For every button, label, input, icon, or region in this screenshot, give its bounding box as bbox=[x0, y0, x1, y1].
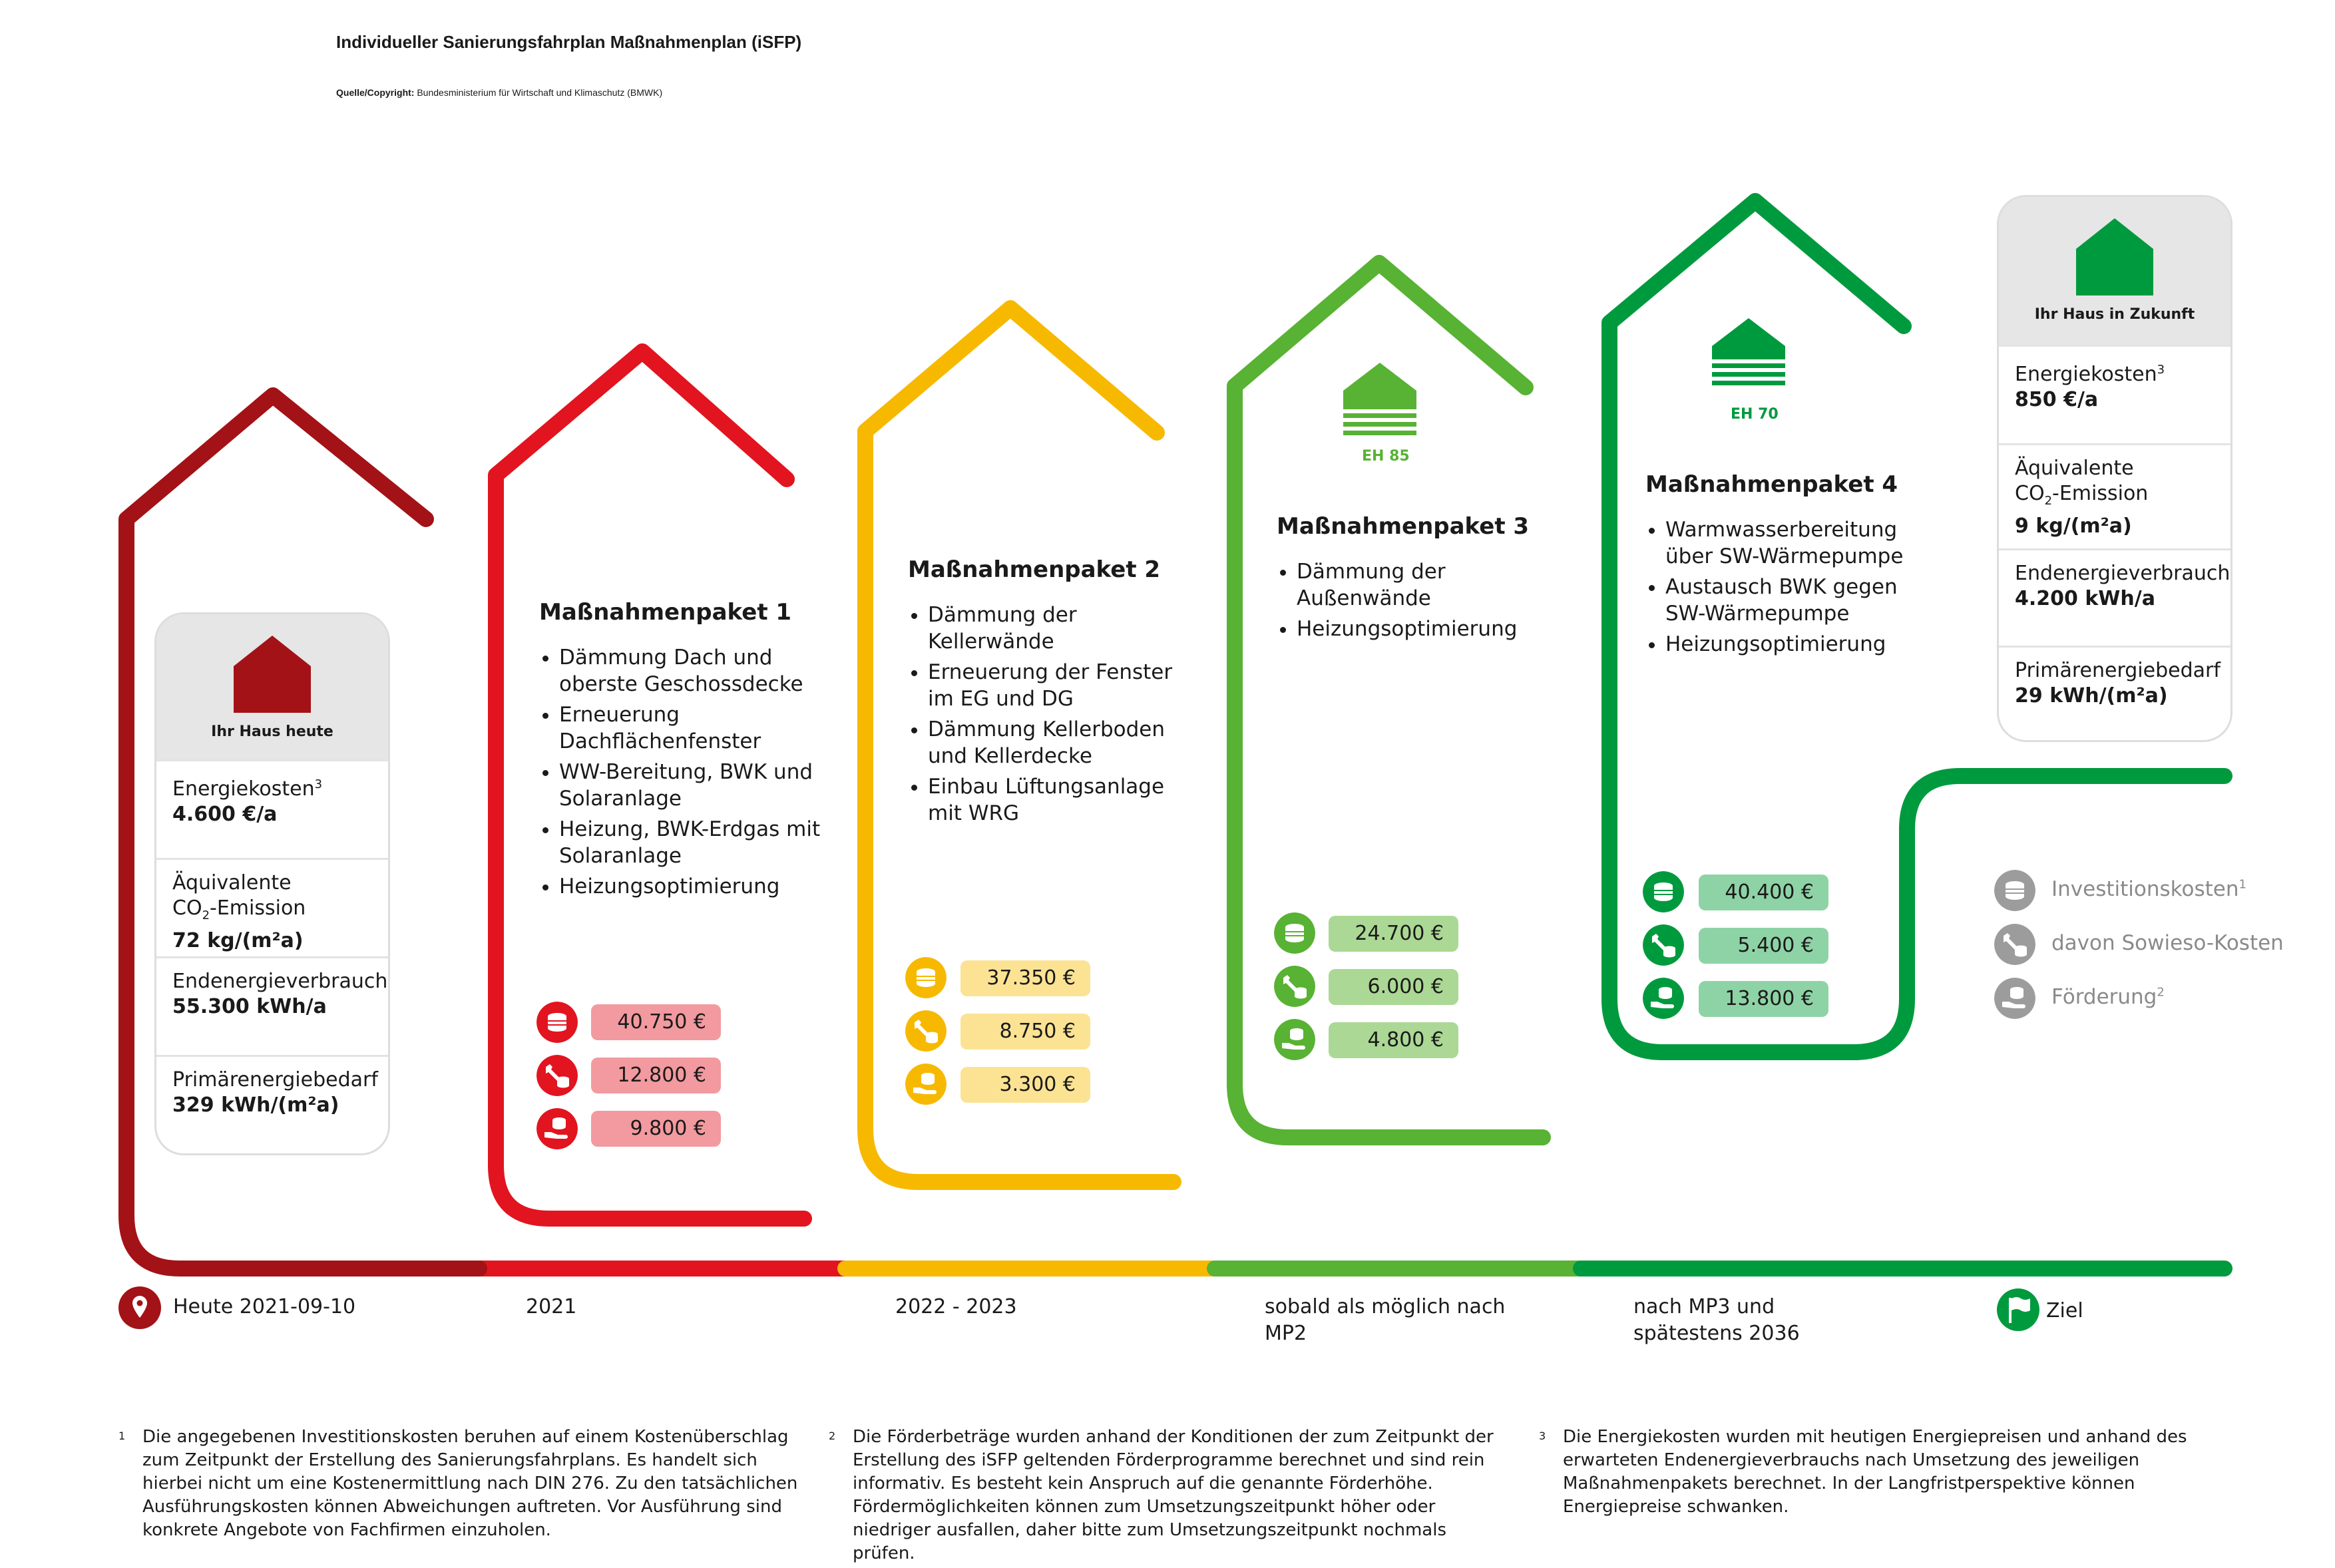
today-energy-cost: Energiekosten$^3$ 4.600 €/a bbox=[156, 759, 388, 858]
timeline-step4: nach MP3 und spätestens 2036 bbox=[1633, 1295, 1800, 1345]
today-final-energy: Endenergieverbrauch 55.300 kWh/a bbox=[156, 956, 388, 1055]
timeline-step2: 2022 - 2023 bbox=[895, 1295, 1017, 1318]
legend-wrench-coins-icon bbox=[1994, 924, 2035, 965]
list-item: • Dämmung Dach und oberste Geschossdecke bbox=[559, 644, 845, 697]
package2-investment: 37.350 € bbox=[960, 960, 1090, 996]
timeline-step3: sobald als möglich nach MP2 bbox=[1265, 1295, 1506, 1345]
package2-sowieso: 8.750 € bbox=[960, 1014, 1090, 1050]
list-item: • Einbau Lüftungsanlage mit WRG bbox=[928, 773, 1194, 827]
wrench-coins-icon bbox=[1643, 924, 1684, 966]
footnote-2: 2 Die Förderbeträge wurden anhand der Konditionen der zum Zeitpunkt der Erstellung des iSFP geltenden Förderprogramme berechnet und sind rein informativ. Es besteht kein Anspruch auf die genannte Förderhöhe. Fördermöglichkeiten können zum Umsetzungszeitpunkt höher oder niedriger ausfallen, daher bitte zum Umsetzungszeitpunkt nochmals prüfen. bbox=[829, 1427, 1494, 1563]
timeline-goal: Ziel bbox=[2046, 1299, 2083, 1322]
list-item: • Austausch BWK gegen SW-Wärmepumpe bbox=[1665, 574, 1932, 627]
list-item: • Erneuerung Dachflächenfenster bbox=[559, 701, 845, 755]
list-item: • Dämmung Kellerboden und Kellerdecke bbox=[928, 716, 1194, 769]
efficiency-house-icon bbox=[1712, 318, 1785, 391]
today-house-card bbox=[154, 612, 390, 1155]
list-item: • Warmwasserbereitung über SW-Wärmepumpe bbox=[1665, 516, 1932, 570]
package3-sowieso: 6.000 € bbox=[1329, 969, 1458, 1005]
future-card-caption: Ihr Haus in Zukunft bbox=[2034, 306, 2195, 323]
list-item: • Dämmung der Außenwände bbox=[1297, 558, 1536, 612]
timeline-step1: 2021 bbox=[526, 1295, 577, 1318]
legend-investment: Investitionskosten$^1$ bbox=[2051, 877, 2246, 901]
list-item: • WW-Bereitung, BWK und Solaranlage bbox=[559, 759, 845, 812]
legend-coins-icon bbox=[1994, 870, 2035, 911]
location-pin-icon bbox=[118, 1286, 161, 1329]
hand-coins-icon bbox=[1274, 1019, 1315, 1060]
package4-investment: 40.400 € bbox=[1699, 875, 1828, 910]
document-title: Individueller Sanierungsfahrplan Maßnahmenplan (iSFP) bbox=[336, 32, 802, 52]
source-label: Quelle/Copyright: bbox=[336, 87, 415, 98]
package4-efficiency-label: EH 70 bbox=[1731, 406, 1779, 423]
coins-icon bbox=[1643, 871, 1684, 912]
house-icon bbox=[232, 634, 312, 714]
legend-funding: Förderung$^2$ bbox=[2051, 985, 2165, 1009]
package1-investment: 40.750 € bbox=[591, 1004, 721, 1040]
timeline-today: Heute 2021-09-10 bbox=[173, 1295, 356, 1318]
footnote-1: 1 Die angegebenen Investitionskosten beruhen auf einem Kostenüberschlag zum Zeitpunkt der Erstellung des Sanierungsfahrplans. Es handelt sich hierbei nicht um eine Kostenermittlung nach DIN 276. Zu den tatsächlichen Ausführungskosten können Abweichungen auftreten. Vor Ausführung sind konkrete Angebote von Fachfirmen einzuholen. bbox=[118, 1427, 798, 1540]
list-item: • Dämmung der Kellerwände bbox=[928, 602, 1194, 655]
package1-measures bbox=[530, 644, 845, 904]
package3-efficiency-label: EH 85 bbox=[1362, 448, 1410, 465]
list-item: • Erneuerung der Fenster im EG und DG bbox=[928, 659, 1194, 712]
package4-sowieso: 5.400 € bbox=[1699, 928, 1828, 964]
package2-title: Maßnahmenpaket 2 bbox=[908, 556, 1161, 583]
future-co2-emission: Äquivalente $CO_2$-Emission 9 kg/(m²a) bbox=[1999, 443, 2230, 548]
list-item: • Heizungsoptimierung bbox=[1297, 616, 1536, 642]
list-item: • Heizungsoptimierung bbox=[559, 873, 845, 900]
efficiency-house-icon bbox=[1343, 363, 1416, 436]
future-final-energy: Endenergieverbrauch 4.200 kWh/a bbox=[1999, 548, 2230, 646]
legend-hand-coins-icon bbox=[1994, 978, 2035, 1019]
future-house-card bbox=[1997, 195, 2232, 742]
hand-coins-icon bbox=[536, 1108, 578, 1149]
package1-title: Maßnahmenpaket 1 bbox=[539, 599, 792, 626]
goal-flag-icon bbox=[1997, 1288, 2039, 1331]
hand-coins-icon bbox=[1643, 978, 1684, 1019]
package1-funding: 9.800 € bbox=[591, 1111, 721, 1147]
package2-measures bbox=[899, 602, 1194, 831]
future-card-header bbox=[1999, 197, 2230, 345]
package4-measures bbox=[1636, 516, 1932, 662]
today-primary-energy: Primärenergiebedarf 329 kWh/(m²a) bbox=[156, 1055, 388, 1155]
package4-funding: 13.800 € bbox=[1699, 981, 1828, 1017]
package2-funding: 3.300 € bbox=[960, 1067, 1090, 1103]
hand-coins-icon bbox=[905, 1064, 947, 1105]
legend-sowieso: davon Sowieso-Kosten bbox=[2051, 931, 2284, 955]
list-item: • Heizung, BWK-Erdgas mit Solaranlage bbox=[559, 816, 845, 869]
package3-measures bbox=[1267, 558, 1536, 646]
coins-icon bbox=[1274, 912, 1315, 954]
coins-icon bbox=[536, 1002, 578, 1043]
coins-icon bbox=[905, 957, 947, 998]
package3-title: Maßnahmenpaket 3 bbox=[1277, 513, 1530, 540]
future-energy-cost: Energiekosten$^3$ 850 €/a bbox=[1999, 345, 2230, 443]
wrench-coins-icon bbox=[905, 1010, 947, 1052]
wrench-coins-icon bbox=[536, 1055, 578, 1096]
package3-investment: 24.700 € bbox=[1329, 916, 1458, 952]
package3-funding: 4.800 € bbox=[1329, 1022, 1458, 1058]
today-card-header bbox=[156, 614, 388, 759]
list-item: • Heizungsoptimierung bbox=[1665, 631, 1932, 658]
today-card-caption: Ihr Haus heute bbox=[211, 723, 333, 740]
future-primary-energy: Primärenergiebedarf 29 kWh/(m²a) bbox=[1999, 646, 2230, 742]
house-icon bbox=[2075, 217, 2155, 297]
package1-sowieso: 12.800 € bbox=[591, 1058, 721, 1093]
source-text: Bundesministerium für Wirtschaft und Klimaschutz (BMWK) bbox=[417, 87, 663, 98]
footnote-3: 3 Die Energiekosten wurden mit heutigen Energiepreisen und anhand des erwarteten Endenergieverbrauchs nach Umsetzung des jeweiligen Maßnahmenpakets berechnet. In der Langfristperspektive können Energiepreise schwanken. bbox=[1539, 1427, 2187, 1517]
wrench-coins-icon bbox=[1274, 966, 1315, 1007]
today-co2-emission: Äquivalente $CO_2$-Emission 72 kg/(m²a) bbox=[156, 858, 388, 956]
package4-title: Maßnahmenpaket 4 bbox=[1645, 471, 1898, 498]
